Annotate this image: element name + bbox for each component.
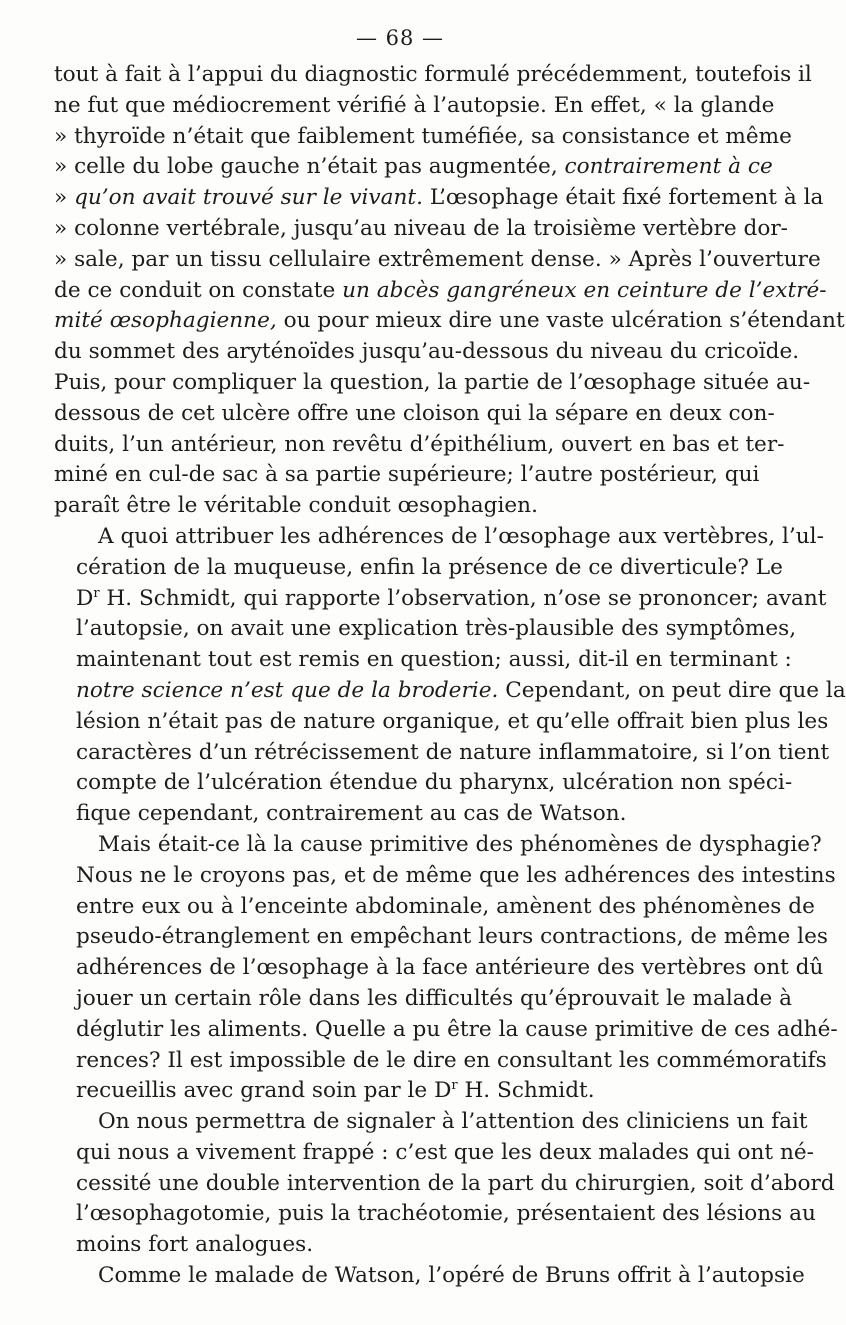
text-line [54, 861, 836, 892]
text-line [54, 892, 815, 923]
page-text [54, 60, 846, 1292]
text-line [54, 553, 783, 584]
text-run: H. Schmidt. [457, 1078, 595, 1104]
text-run: dessous de cet ulcère offre une cloison qui la sépare en deux con- [54, 400, 775, 426]
text-run: paraît être le véritable conduit œsophagien. [54, 493, 538, 519]
text-run: L’œsophage était fixé fortement à la [422, 185, 824, 211]
text-run: » colonne vertébrale, jusqu’au niveau de la troisième vertèbre dor- [54, 215, 788, 241]
text-line [54, 676, 846, 707]
text-run: jouer un certain rôle dans les difficultés qu’éprouvait le malade à [76, 985, 792, 1011]
text-line [54, 491, 746, 522]
paragraph [54, 1261, 805, 1292]
text-line [54, 1169, 835, 1200]
text-run: miné en cul-de sac à sa partie supérieure; l’autre postérieur, qui [54, 462, 760, 488]
text-run: du sommet des aryténoïdes jusqu’au-dessous du niveau du cricoïde. [54, 339, 800, 365]
text-run: ne fut que médiocrement vérifié à l’autopsie. En effet, « la glande [54, 92, 775, 118]
text-line [54, 91, 775, 122]
paragraph [54, 1107, 835, 1261]
text-run: qui nous a vivement frappé : c’est que les deux malades qui ont né- [76, 1139, 814, 1165]
text-run: de ce conduit on constate [54, 277, 343, 303]
text-line [54, 245, 821, 276]
text-run: cessité une double intervention de la part du chirurgien, soit d’abord [76, 1170, 835, 1196]
superscript: r [93, 585, 100, 601]
text-line [54, 368, 811, 399]
text-run: Mais était-ce là la cause primitive des phénomènes de dysphagie? [98, 831, 822, 857]
text-run: recueillis avec grand soin par le D [76, 1078, 452, 1104]
text-run: fique cependant, contrairement au cas de Watson. [76, 801, 627, 827]
text-line [54, 738, 830, 769]
text-line [54, 214, 788, 245]
text-line [54, 830, 822, 861]
text-line [54, 460, 760, 491]
text-line [54, 1107, 808, 1138]
italic-text: contrairement à ce [564, 154, 773, 180]
text-line [54, 799, 746, 830]
text-run: D [76, 585, 94, 611]
text-line [54, 984, 792, 1015]
italic-text: qu’on avait trouvé sur le vivant. [74, 185, 423, 211]
text-run: A quoi attribuer les adhérences de l’œsophage aux vertèbres, l’ul- [98, 523, 824, 549]
text-run: » [54, 185, 75, 211]
text-line [54, 584, 827, 615]
text-run: compte de l’ulcération étendue du pharynx, ulcération non spéci- [76, 770, 793, 796]
text-run: moins fort analogues. [76, 1232, 314, 1258]
italic-text: mité œsophagienne, [54, 308, 277, 334]
text-line [54, 122, 792, 153]
page-number: — 68 — [355, 26, 445, 50]
text-run: duits, l’un antérieur, non revêtu d’épithélium, ouvert en bas et ter- [54, 431, 785, 457]
text-run: l’œsophagotomie, puis la trachéotomie, présentaient des lésions au [76, 1201, 816, 1227]
text-run: Cependant, on peut dire que la [498, 677, 846, 703]
text-run: » celle du lobe gauche n’était pas augmentée, [54, 154, 565, 180]
text-run: Puis, pour compliquer la question, la partie de l’œsophage située au- [54, 369, 811, 395]
text-line [54, 1015, 838, 1046]
paragraph [54, 60, 845, 522]
text-line [54, 953, 824, 984]
text-run: cération de la muqueuse, enfin la présence de ce diverticule? Le [76, 554, 783, 580]
italic-text: notre science n’est que de la broderie. [76, 677, 499, 703]
text-run: entre eux ou à l’enceinte abdominale, amènent des phénomènes de [76, 893, 815, 919]
text-line [54, 399, 775, 430]
text-line [54, 306, 845, 337]
text-line [54, 430, 785, 461]
text-run: maintenant tout est remis en question; aussi, dit-il en terminant : [76, 647, 792, 673]
text-run: caractères d’un rétrécissement de nature inflammatoire, si l’on tient [76, 739, 830, 765]
text-run: On nous permettra de signaler à l’attention des cliniciens un fait [98, 1109, 808, 1135]
text-line [54, 614, 797, 645]
text-line [54, 522, 824, 553]
italic-text: un abcès gangréneux en ceinture de l’extré- [342, 277, 827, 303]
text-run: » sale, par un tissu cellulaire extrêmement dense. » Après l’ouverture [54, 246, 821, 272]
text-line [54, 1046, 827, 1077]
text-line [54, 1230, 746, 1261]
text-run: H. Schmidt, qui rapporte l’observation, n’ose se prononcer; avant [99, 585, 827, 611]
text-run: adhérences de l’œsophage à la face antérieure des vertèbres ont dû [76, 955, 824, 981]
text-line [54, 152, 773, 183]
text-line [54, 276, 827, 307]
text-run: Nous ne le croyons pas, et de même que les adhérences des intestins [76, 862, 836, 888]
paragraph [54, 522, 846, 830]
text-run: pseudo-étranglement en empêchant leurs contractions, de même les [76, 924, 828, 950]
text-run: lésion n’était pas de nature organique, et qu’elle offrait bien plus les [76, 708, 829, 734]
text-line [54, 707, 829, 738]
text-run: Comme le malade de Watson, l’opéré de Bruns offrit à l’autopsie [98, 1263, 805, 1289]
text-line [54, 1261, 805, 1292]
text-run: tout à fait à l’appui du diagnostic formulé précédemment, toutefois il [54, 62, 812, 87]
text-line [54, 337, 800, 368]
text-line [54, 183, 824, 214]
text-line [54, 1199, 816, 1230]
text-run: » thyroïde n’était que faiblement tuméfiée, sa consistance et même [54, 123, 792, 149]
superscript: r [451, 1078, 458, 1094]
text-run: rences? Il est impossible de le dire en consultant les commémoratifs [76, 1047, 827, 1073]
text-run: déglutir les aliments. Quelle a pu être la cause primitive de ces adhé- [76, 1016, 838, 1042]
text-line [54, 60, 812, 91]
text-line [54, 1138, 814, 1169]
text-line [54, 645, 792, 676]
text-run: l’autopsie, on avait une explication très-plausible des symptômes, [76, 616, 797, 642]
text-run: ou pour mieux dire une vaste ulcération s’étendant [276, 308, 845, 334]
paragraph [54, 830, 838, 1107]
text-line [54, 1076, 746, 1107]
text-line [54, 768, 793, 799]
text-line [54, 922, 828, 953]
